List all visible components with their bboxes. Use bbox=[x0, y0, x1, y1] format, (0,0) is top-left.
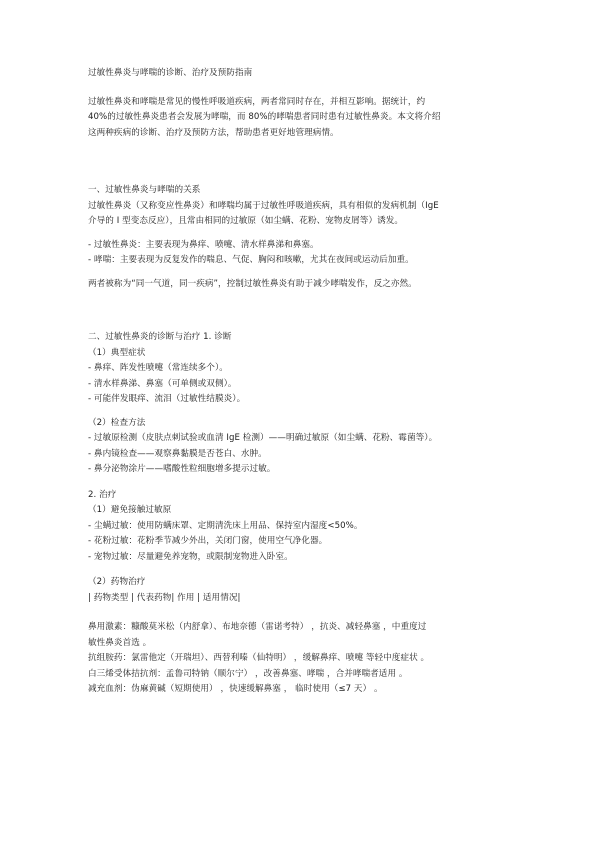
drug-line: 抗组胺药：氯雷他定（开瑞坦）、西替利嗪（仙特明） ，缓解鼻痒、喷嚏 等轻中度症状 。 bbox=[88, 653, 430, 663]
document-title: 过敏性鼻炎与哮喘的诊断、治疗及预防指南 bbox=[88, 68, 253, 78]
subsection-heading: （1）典型症状 bbox=[88, 347, 146, 358]
drug-line: 鼻用激素：糠酸莫米松（内舒拿）、布地奈德（雷诺考特） ，抗炎、减轻鼻塞 ，中重度过 bbox=[88, 622, 427, 632]
section-para-line: 过敏性鼻炎（又称变应性鼻炎）和哮喘均属于过敏性呼吸道疾病，具有相似的发病机制（IgE bbox=[88, 200, 439, 211]
bullet-item: - 可能伴发眼痒、流泪（过敏性结膜炎）。 bbox=[88, 394, 246, 404]
bullet-item: - 过敏原检测（皮肤点刺试验或血清 IgE 检测）——明确过敏原（如尘螨、花粉、霉菌等）。 bbox=[88, 433, 438, 443]
section-relationship bbox=[88, 183, 513, 292]
section-heading: 二、过敏性鼻炎的诊断与治疗 1. 诊断 bbox=[88, 332, 232, 342]
document-page bbox=[88, 66, 513, 698]
drug-line: 白三烯受体拮抗剂：孟鲁司特钠（顺尔宁） ，改善鼻塞、哮喘 ，合并哮喘者适用 。 bbox=[88, 668, 408, 679]
drug-line: 敏性鼻炎首选 。 bbox=[88, 637, 152, 648]
section-diagnosis-treatment bbox=[88, 330, 513, 698]
subsection-heading: （1）避免接触过敏原 bbox=[88, 505, 172, 515]
intro-line: 过敏性鼻炎和哮喘是常见的慢性呼吸道疾病，两者常同时存在，并相互影响。据统计，约 bbox=[88, 96, 426, 107]
intro-paragraph bbox=[88, 95, 513, 142]
bullet-item: - 清水样鼻涕、鼻塞（可单侧或双侧）。 bbox=[88, 378, 237, 389]
bullet-item: - 哮喘：主要表现为反复发作的喘息、气促、胸闷和咳嗽，尤其在夜间或运动后加重。 bbox=[88, 255, 414, 265]
intro-line: 40%的过敏性鼻炎患者会发展为哮喘，而 80%的哮喘患者同时患有过敏性鼻炎。本文将介绍 bbox=[88, 112, 441, 122]
bullet-item: - 花粉过敏：花粉季节减少外出，关闭门窗，使用空气净化器。 bbox=[88, 536, 328, 546]
subsection-heading: 2. 治疗 bbox=[88, 489, 117, 500]
bullet-item: - 尘螨过敏：使用防螨床罩、定期清洗床上用品、保持室内湿度<50%。 bbox=[88, 520, 363, 531]
bullet-item: - 过敏性鼻炎：主要表现为鼻痒、喷嚏、清水样鼻涕和鼻塞。 bbox=[88, 239, 319, 250]
subsection-heading: （2）检查方法 bbox=[88, 417, 146, 428]
section-para-line: 介导的 I 型变态反应），且常由相同的过敏原（如尘螨、花粉、宠物皮屑等）诱发。 bbox=[88, 216, 404, 226]
intro-line: 这两种疾病的诊断、治疗及预防方法，帮助患者更好地管理病情。 bbox=[88, 127, 339, 138]
table-header: | 药物类型 | 代表药物| 作用 | 适用情况| bbox=[88, 592, 241, 603]
bullet-item: - 鼻分泌物涂片——嗜酸性粒细胞增多提示过敏。 bbox=[88, 464, 276, 474]
section-heading: 一、过敏性鼻炎与哮喘的关系 bbox=[88, 185, 201, 195]
drug-line: 减充血剂：伪麻黄碱（短期使用） ，快速缓解鼻塞 ， 临时使用（≤7 天） 。 bbox=[88, 684, 383, 694]
bullet-item: - 鼻内镜检查——观察鼻黏膜是否苍白、水肿。 bbox=[88, 448, 267, 459]
subsection-heading: （2）药物治疗 bbox=[88, 577, 146, 587]
section-conclusion: 两者被称为“同一气道，同一疾病”，控制过敏性鼻炎有助于减少哮喘发作，反之亦然。 bbox=[88, 278, 417, 289]
bullet-item: - 鼻痒、阵发性喷嚏（常连续多个）。 bbox=[88, 363, 228, 373]
bullet-item: - 宠物过敏：尽量避免养宠物，或限制宠物进入卧室。 bbox=[88, 551, 293, 562]
